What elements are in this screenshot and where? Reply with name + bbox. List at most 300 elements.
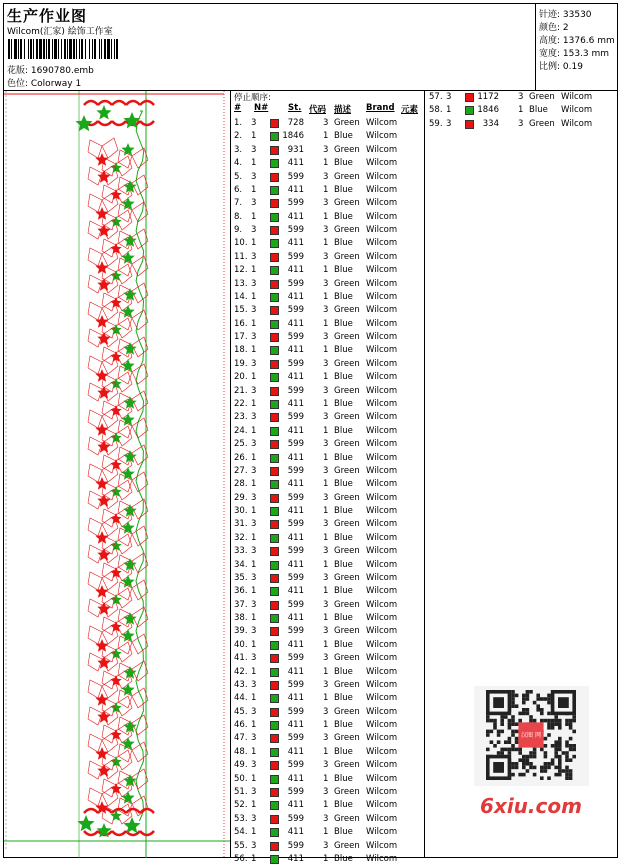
table-row bbox=[232, 573, 424, 586]
row-description: Green bbox=[334, 706, 360, 717]
table-row bbox=[232, 747, 424, 760]
color-swatch-icon bbox=[270, 159, 279, 168]
row-needle: 3 bbox=[251, 787, 257, 797]
row-brand: Wilcom bbox=[366, 773, 398, 784]
row-stitches: 411 bbox=[287, 800, 304, 811]
color-swatch-icon bbox=[270, 293, 279, 302]
row-brand: Wilcom bbox=[366, 706, 398, 717]
row-code: 3 bbox=[323, 358, 329, 369]
row-brand: Wilcom bbox=[366, 412, 398, 423]
row-index: 21. bbox=[234, 385, 248, 396]
table-row bbox=[232, 533, 424, 546]
row-code: 3 bbox=[323, 305, 329, 316]
color-swatch-icon bbox=[270, 761, 279, 770]
color-swatch-icon bbox=[270, 855, 279, 864]
row-code: 3 bbox=[323, 385, 329, 396]
row-needle: 3 bbox=[251, 251, 257, 262]
row-brand: Wilcom bbox=[366, 800, 398, 811]
row-description: Blue bbox=[334, 291, 353, 302]
row-needle: 1 bbox=[251, 639, 257, 650]
row-description: Blue bbox=[334, 184, 353, 195]
production-sheet bbox=[3, 3, 618, 864]
row-code: 3 bbox=[323, 118, 329, 128]
row-stitches: 411 bbox=[287, 827, 304, 838]
row-description: Green bbox=[334, 198, 360, 209]
color-swatch-icon bbox=[270, 574, 279, 583]
table-row bbox=[232, 238, 424, 251]
row-index: 29. bbox=[234, 492, 248, 503]
row-brand: Wilcom bbox=[366, 492, 398, 503]
table-row bbox=[232, 707, 424, 720]
row-stitches: 599 bbox=[287, 813, 304, 824]
color-swatch-icon bbox=[465, 106, 474, 115]
row-code: 3 bbox=[323, 412, 329, 423]
row-code: 1 bbox=[323, 265, 329, 276]
color-swatch-icon bbox=[270, 815, 279, 824]
row-needle: 1 bbox=[251, 425, 257, 436]
row-index: 47. bbox=[234, 733, 248, 744]
row-index: 25. bbox=[234, 439, 248, 450]
header-panel bbox=[4, 4, 535, 90]
color-swatch-icon bbox=[270, 467, 279, 476]
row-stitches: 599 bbox=[287, 305, 304, 316]
color-swatch-icon bbox=[270, 587, 279, 596]
row-index: 53. bbox=[234, 813, 248, 824]
row-brand: Wilcom bbox=[366, 572, 398, 583]
row-needle: 1 bbox=[251, 291, 257, 302]
row-index: 48. bbox=[234, 746, 248, 757]
table-row bbox=[232, 372, 424, 385]
row-description: Green bbox=[334, 278, 360, 289]
row-needle: 3 bbox=[251, 813, 257, 824]
row-stitches: 599 bbox=[287, 733, 304, 744]
row-brand: Wilcom bbox=[366, 439, 398, 450]
row-index: 19. bbox=[234, 358, 248, 369]
color-swatch-icon bbox=[270, 213, 279, 222]
row-stitches: 1846 bbox=[282, 131, 304, 142]
table-row bbox=[232, 332, 424, 345]
row-description: Blue bbox=[334, 372, 353, 383]
row-stitches: 599 bbox=[287, 358, 304, 369]
row-index: 7. bbox=[234, 198, 243, 209]
row-code: 3 bbox=[323, 653, 329, 664]
stitch-count: 针迹: 33530 bbox=[539, 10, 592, 20]
row-needle: 1 bbox=[251, 693, 257, 704]
row-description: Green bbox=[334, 760, 360, 771]
row-code: 3 bbox=[323, 760, 329, 771]
row-brand: Wilcom bbox=[366, 853, 398, 864]
design-width: 宽度: 153.3 mm bbox=[539, 49, 610, 59]
color-swatch-icon bbox=[270, 748, 279, 757]
row-code: 3 bbox=[323, 144, 329, 155]
row-brand: Wilcom bbox=[366, 198, 398, 209]
color-swatch-icon bbox=[270, 400, 279, 409]
row-code: 3 bbox=[323, 813, 329, 824]
table-row bbox=[232, 800, 424, 813]
row-stitches: 599 bbox=[287, 546, 304, 557]
color-swatch-icon bbox=[270, 775, 279, 784]
row-needle: 1 bbox=[251, 238, 257, 249]
table-row bbox=[232, 827, 424, 840]
row-description: Blue bbox=[334, 452, 353, 463]
color-swatch-icon bbox=[270, 119, 279, 128]
row-brand: Wilcom bbox=[366, 358, 398, 369]
table-row bbox=[232, 586, 424, 599]
row-needle: 1 bbox=[251, 398, 257, 409]
row-description: Blue bbox=[334, 506, 353, 517]
row-stitches: 411 bbox=[287, 532, 304, 543]
row-stitches: 411 bbox=[287, 158, 304, 169]
row-index: 34. bbox=[234, 559, 248, 570]
row-description: Blue bbox=[334, 853, 353, 864]
row-stitches: 599 bbox=[287, 412, 304, 423]
row-index: 1. bbox=[234, 118, 243, 128]
color-swatch-icon bbox=[270, 494, 279, 503]
row-brand: Wilcom bbox=[366, 746, 398, 757]
row-needle: 1 bbox=[251, 613, 257, 624]
row-stitches: 411 bbox=[287, 613, 304, 624]
row-description: Blue bbox=[529, 105, 548, 116]
row-stitches: 411 bbox=[287, 398, 304, 409]
table-row bbox=[427, 119, 619, 132]
col-header-brand: Brand bbox=[366, 103, 395, 113]
row-code: 1 bbox=[323, 639, 329, 650]
table-row bbox=[232, 265, 424, 278]
row-description: Blue bbox=[334, 613, 353, 624]
table-row bbox=[232, 386, 424, 399]
row-stitches: 411 bbox=[287, 746, 304, 757]
row-description: Blue bbox=[334, 559, 353, 570]
table-row bbox=[232, 453, 424, 466]
row-stitches: 599 bbox=[287, 492, 304, 503]
table-row bbox=[232, 292, 424, 305]
row-brand: Wilcom bbox=[366, 398, 398, 409]
row-code: 3 bbox=[323, 465, 329, 476]
row-brand: Wilcom bbox=[366, 372, 398, 383]
row-stitches: 728 bbox=[287, 118, 304, 128]
color-swatch-icon bbox=[270, 427, 279, 436]
table-row bbox=[232, 305, 424, 318]
row-description: Green bbox=[334, 332, 360, 343]
table-row bbox=[232, 198, 424, 211]
row-brand: Wilcom bbox=[366, 733, 398, 744]
row-stitches: 411 bbox=[287, 318, 304, 329]
row-needle: 3 bbox=[251, 519, 257, 530]
row-code: 3 bbox=[323, 546, 329, 557]
row-stitches: 411 bbox=[287, 506, 304, 517]
row-needle: 1 bbox=[251, 318, 257, 329]
row-description: Blue bbox=[334, 398, 353, 409]
row-code: 1 bbox=[323, 425, 329, 436]
table-row bbox=[427, 92, 619, 105]
row-code: 1 bbox=[323, 372, 329, 383]
row-index: 30. bbox=[234, 506, 248, 517]
row-index: 2. bbox=[234, 131, 243, 142]
row-index: 42. bbox=[234, 666, 248, 677]
row-index: 22. bbox=[234, 398, 248, 409]
table-row bbox=[232, 279, 424, 292]
color-swatch-icon bbox=[270, 132, 279, 141]
row-index: 13. bbox=[234, 278, 248, 289]
table-row bbox=[232, 426, 424, 439]
colorway-label: 色位: Colorway 1 bbox=[7, 79, 82, 89]
color-swatch-icon bbox=[270, 828, 279, 837]
row-description: Green bbox=[334, 492, 360, 503]
row-brand: Wilcom bbox=[366, 626, 398, 637]
col-header-description: 描述 bbox=[334, 105, 352, 115]
row-index: 45. bbox=[234, 706, 248, 717]
row-code: 3 bbox=[323, 251, 329, 262]
table-row bbox=[232, 225, 424, 238]
row-needle: 3 bbox=[251, 412, 257, 423]
embroidery-design-preview bbox=[4, 91, 230, 858]
table-row bbox=[232, 345, 424, 358]
color-swatch-icon bbox=[270, 146, 279, 155]
row-needle: 3 bbox=[251, 653, 257, 664]
color-swatch-icon bbox=[270, 226, 279, 235]
row-index: 52. bbox=[234, 800, 248, 811]
row-description: Green bbox=[334, 653, 360, 664]
color-swatch-icon bbox=[270, 239, 279, 248]
row-stitches: 411 bbox=[287, 372, 304, 383]
row-stitches: 411 bbox=[287, 265, 304, 276]
color-swatch-icon bbox=[270, 534, 279, 543]
table-row bbox=[232, 118, 424, 131]
row-code: 3 bbox=[323, 332, 329, 343]
col-header-element: 元素 bbox=[401, 105, 419, 115]
row-description: Green bbox=[334, 599, 360, 610]
row-needle: 1 bbox=[251, 131, 257, 142]
row-index: 33. bbox=[234, 546, 248, 557]
color-swatch-icon bbox=[270, 507, 279, 516]
row-description: Green bbox=[334, 171, 360, 182]
table-row bbox=[232, 693, 424, 706]
row-code: 1 bbox=[323, 666, 329, 677]
row-brand: Wilcom bbox=[561, 92, 593, 102]
row-code: 1 bbox=[323, 211, 329, 222]
row-description: Blue bbox=[334, 265, 353, 276]
row-needle: 3 bbox=[251, 492, 257, 503]
row-stitches: 599 bbox=[287, 251, 304, 262]
row-index: 32. bbox=[234, 532, 248, 543]
row-needle: 1 bbox=[251, 800, 257, 811]
row-index: 20. bbox=[234, 372, 248, 383]
color-swatch-icon bbox=[270, 333, 279, 342]
row-index: 17. bbox=[234, 332, 248, 343]
row-brand: Wilcom bbox=[366, 158, 398, 169]
row-description: Green bbox=[334, 358, 360, 369]
row-stitches: 1846 bbox=[477, 105, 499, 116]
row-needle: 3 bbox=[251, 439, 257, 450]
color-swatch-icon bbox=[270, 173, 279, 182]
table-row bbox=[232, 774, 424, 787]
row-needle: 1 bbox=[251, 746, 257, 757]
row-stitches: 931 bbox=[287, 144, 304, 155]
row-needle: 3 bbox=[251, 599, 257, 610]
row-description: Green bbox=[334, 251, 360, 262]
row-index: 36. bbox=[234, 586, 248, 597]
row-brand: Wilcom bbox=[366, 278, 398, 289]
row-needle: 1 bbox=[251, 506, 257, 517]
row-index: 40. bbox=[234, 639, 248, 650]
color-swatch-icon bbox=[270, 801, 279, 810]
row-brand: Wilcom bbox=[366, 813, 398, 824]
col-header-index: # bbox=[234, 103, 242, 113]
row-code: 1 bbox=[323, 238, 329, 249]
color-swatch-icon bbox=[465, 120, 474, 129]
color-swatch-icon bbox=[270, 266, 279, 275]
row-stitches: 599 bbox=[287, 706, 304, 717]
color-swatch-icon bbox=[270, 708, 279, 717]
table-row bbox=[232, 212, 424, 225]
row-needle: 3 bbox=[251, 840, 257, 851]
row-stitches: 599 bbox=[287, 599, 304, 610]
row-stitches: 411 bbox=[287, 853, 304, 864]
row-stitches: 411 bbox=[287, 559, 304, 570]
table-row bbox=[232, 600, 424, 613]
table-row bbox=[232, 841, 424, 854]
col-header-code: 代码 bbox=[309, 105, 327, 115]
color-swatch-icon bbox=[270, 306, 279, 315]
row-index: 3. bbox=[234, 144, 243, 155]
row-brand: Wilcom bbox=[366, 184, 398, 195]
row-stitches: 411 bbox=[287, 291, 304, 302]
row-stitches: 599 bbox=[287, 572, 304, 583]
row-stitches: 411 bbox=[287, 345, 304, 356]
row-stitches: 599 bbox=[287, 171, 304, 182]
row-brand: Wilcom bbox=[366, 118, 398, 128]
table-row bbox=[232, 493, 424, 506]
row-code: 3 bbox=[323, 599, 329, 610]
table-row bbox=[232, 546, 424, 559]
row-needle: 1 bbox=[251, 666, 257, 677]
color-swatch-icon bbox=[270, 520, 279, 529]
color-swatch-icon bbox=[270, 186, 279, 195]
row-code: 1 bbox=[323, 452, 329, 463]
row-brand: Wilcom bbox=[366, 171, 398, 182]
row-code: 1 bbox=[518, 105, 524, 116]
row-brand: Wilcom bbox=[366, 305, 398, 316]
row-needle: 3 bbox=[251, 465, 257, 476]
row-stitches: 334 bbox=[482, 118, 499, 129]
table-row bbox=[232, 412, 424, 425]
color-swatch-icon bbox=[270, 627, 279, 636]
color-swatch-icon bbox=[270, 614, 279, 623]
row-brand: Wilcom bbox=[366, 225, 398, 236]
row-needle: 1 bbox=[251, 720, 257, 731]
table-row bbox=[232, 185, 424, 198]
row-stitches: 1172 bbox=[477, 92, 499, 102]
row-description: Green bbox=[334, 679, 360, 690]
row-description: Green bbox=[334, 519, 360, 530]
stats-panel bbox=[535, 4, 618, 90]
table-row bbox=[232, 172, 424, 185]
row-brand: Wilcom bbox=[366, 679, 398, 690]
row-description: Green bbox=[334, 385, 360, 396]
row-brand: Wilcom bbox=[366, 787, 398, 797]
row-index: 11. bbox=[234, 251, 248, 262]
color-swatch-icon bbox=[270, 694, 279, 703]
row-code: 3 bbox=[323, 198, 329, 209]
row-index: 18. bbox=[234, 345, 248, 356]
table-row bbox=[232, 680, 424, 693]
row-needle: 1 bbox=[251, 586, 257, 597]
row-code: 3 bbox=[323, 439, 329, 450]
row-index: 39. bbox=[234, 626, 248, 637]
row-needle: 1 bbox=[251, 158, 257, 169]
table-row bbox=[232, 145, 424, 158]
row-code: 3 bbox=[323, 278, 329, 289]
row-brand: Wilcom bbox=[561, 118, 593, 129]
table-row bbox=[232, 399, 424, 412]
color-swatch-icon bbox=[270, 280, 279, 289]
row-code: 1 bbox=[323, 318, 329, 329]
row-description: Blue bbox=[334, 746, 353, 757]
color-swatch-icon bbox=[270, 641, 279, 650]
divider bbox=[230, 91, 231, 858]
table-row bbox=[232, 854, 424, 867]
row-needle: 3 bbox=[251, 305, 257, 316]
row-code: 1 bbox=[323, 559, 329, 570]
row-index: 14. bbox=[234, 291, 248, 302]
row-brand: Wilcom bbox=[366, 238, 398, 249]
table-row bbox=[232, 319, 424, 332]
qr-badge: 汉图 网 bbox=[521, 731, 541, 739]
color-swatch-icon bbox=[270, 601, 279, 610]
row-code: 1 bbox=[323, 773, 329, 784]
row-brand: Wilcom bbox=[366, 291, 398, 302]
row-stitches: 599 bbox=[287, 787, 304, 797]
row-code: 1 bbox=[323, 506, 329, 517]
row-code: 1 bbox=[323, 479, 329, 490]
row-brand: Wilcom bbox=[366, 265, 398, 276]
row-description: Blue bbox=[334, 827, 353, 838]
row-code: 1 bbox=[323, 158, 329, 169]
color-swatch-icon bbox=[270, 480, 279, 489]
row-index: 56. bbox=[234, 853, 248, 864]
row-description: Green bbox=[334, 733, 360, 744]
row-code: 3 bbox=[323, 626, 329, 637]
row-code: 1 bbox=[323, 853, 329, 864]
row-description: Blue bbox=[334, 800, 353, 811]
row-needle: 1 bbox=[251, 265, 257, 276]
row-code: 1 bbox=[323, 291, 329, 302]
row-stitches: 411 bbox=[287, 693, 304, 704]
row-index: 41. bbox=[234, 653, 248, 664]
row-brand: Wilcom bbox=[366, 666, 398, 677]
row-index: 50. bbox=[234, 773, 248, 784]
row-code: 3 bbox=[323, 492, 329, 503]
row-description: Green bbox=[334, 225, 360, 236]
row-index: 5. bbox=[234, 171, 243, 182]
row-description: Blue bbox=[334, 586, 353, 597]
color-swatch-icon bbox=[270, 721, 279, 730]
row-brand: Wilcom bbox=[366, 465, 398, 476]
row-index: 24. bbox=[234, 425, 248, 436]
row-stitches: 599 bbox=[287, 653, 304, 664]
row-needle: 3 bbox=[251, 572, 257, 583]
watermark: 6xiu.com bbox=[480, 794, 582, 818]
row-index: 55. bbox=[234, 840, 248, 851]
qr-code-icon bbox=[474, 686, 589, 786]
row-description: Blue bbox=[334, 345, 353, 356]
row-index: 8. bbox=[234, 211, 243, 222]
color-swatch-icon bbox=[270, 561, 279, 570]
row-description: Blue bbox=[334, 211, 353, 222]
row-description: Green bbox=[334, 787, 360, 797]
row-index: 4. bbox=[234, 158, 243, 169]
row-brand: Wilcom bbox=[366, 425, 398, 436]
